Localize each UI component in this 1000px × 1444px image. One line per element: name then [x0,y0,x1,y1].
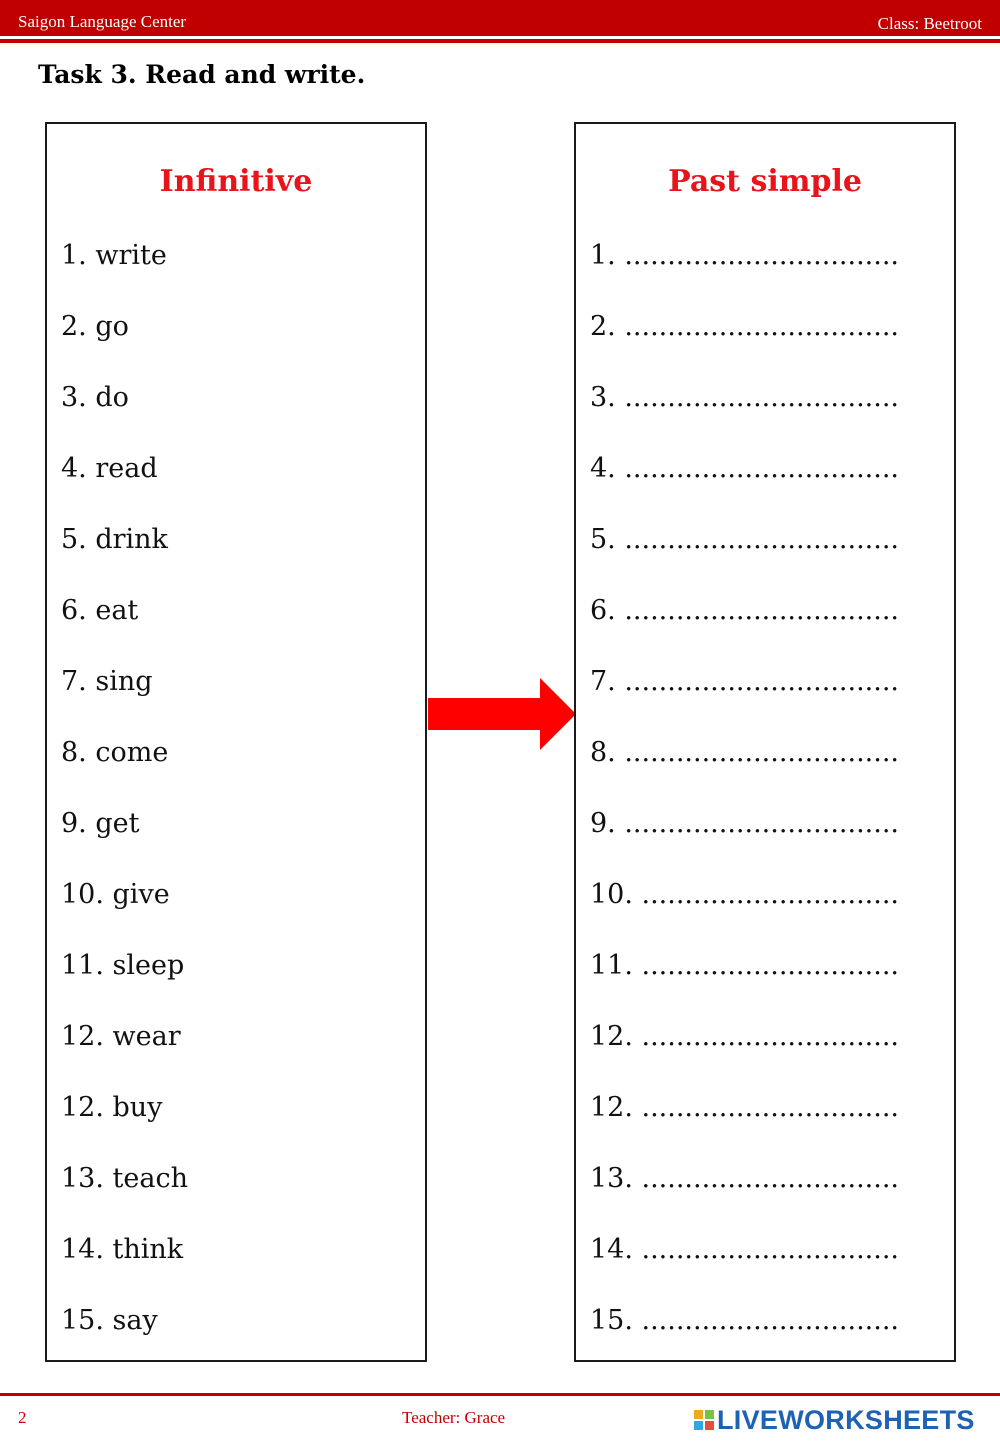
past-simple-blank[interactable]: 11. .............................. [590,950,899,981]
infinitive-item: 8. come [61,737,169,768]
infinitive-item: 14. think [61,1234,184,1265]
past-simple-blank[interactable]: 12. .............................. [590,1092,899,1123]
past-simple-heading: Past simple [668,164,862,199]
past-simple-blank[interactable]: 13. .............................. [590,1163,899,1194]
past-simple-blank[interactable]: 2. ................................ [590,311,899,342]
infinitive-item: 6. eat [61,595,139,626]
infinitive-item: 2. go [61,311,129,342]
page-number: 2 [18,1408,27,1427]
infinitive-item: 9. get [61,808,140,839]
infinitive-item: 5. drink [61,524,168,555]
infinitive-item: 10. give [61,879,170,910]
infinitive-item: 12. buy [61,1092,163,1123]
class-label: Class: Beetroot [877,14,982,33]
infinitive-item: 1. write [61,240,167,271]
footer-divider [0,1393,1000,1396]
past-simple-blank[interactable]: 5. ................................ [590,524,899,555]
liveworksheets-logo-icon [694,1410,714,1430]
school-name: Saigon Language Center [18,12,187,31]
infinitive-item: 4. read [61,453,158,484]
past-simple-blank[interactable]: 10. .............................. [590,879,899,910]
past-simple-blank[interactable]: 7. ................................ [590,666,899,697]
infinitive-item: 12. wear [61,1021,181,1052]
task-title: Task 3. Read and write. [38,60,366,89]
infinitive-column [45,122,427,1362]
past-simple-blank[interactable]: 3. ................................ [590,382,899,413]
teacher-name: Teacher: Grace [402,1408,506,1427]
header-bar [0,0,1000,36]
past-simple-blank[interactable]: 15. .............................. [590,1305,899,1336]
past-simple-blank[interactable]: 1. ................................ [590,240,899,271]
past-simple-blank[interactable]: 14. .............................. [590,1234,899,1265]
infinitive-item: 11. sleep [61,950,185,981]
liveworksheets-logo[interactable] [694,1405,975,1435]
infinitive-item: 7. sing [61,666,153,697]
right-arrow-icon [428,678,576,750]
past-simple-blank[interactable]: 12. .............................. [590,1021,899,1052]
past-simple-blank[interactable]: 9. ................................ [590,808,899,839]
header-divider [0,39,1000,43]
past-simple-blank[interactable]: 6. ................................ [590,595,899,626]
past-simple-blank[interactable]: 4. ................................ [590,453,899,484]
logo-text: LIVEWORKSHEETS [717,1404,975,1435]
infinitive-item: 15. say [61,1305,158,1336]
past-simple-column [574,122,956,1362]
past-simple-blank[interactable]: 8. ................................ [590,737,899,768]
infinitive-item: 3. do [61,382,129,413]
infinitive-heading: Infinitive [159,164,313,199]
infinitive-item: 13. teach [61,1163,188,1194]
